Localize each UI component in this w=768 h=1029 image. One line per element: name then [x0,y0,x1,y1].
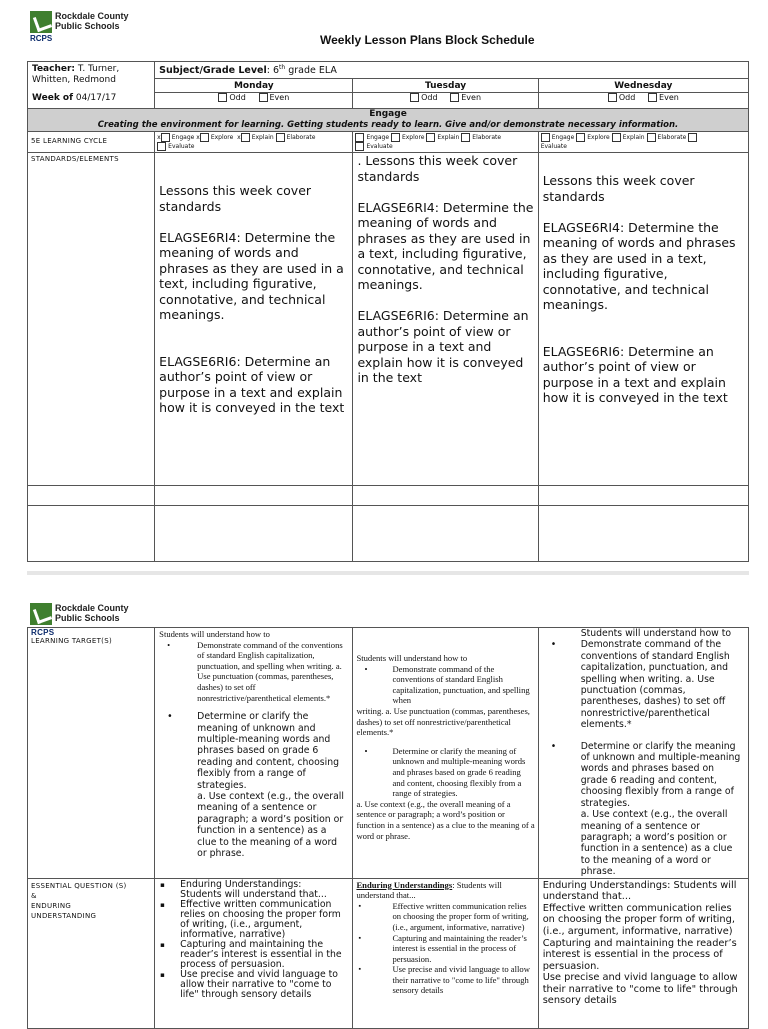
cycle-label: 5E LEARNING CYCLE [28,132,155,153]
eu-bullet-title: ▪ Enduring Understandings: Students will understand that... [158,880,349,900]
empty-cell [538,486,748,506]
day-header-tuesday: Tuesday [353,79,538,93]
elaborate-checkbox[interactable] [276,133,285,142]
subject-value-course: grade ELA [285,65,337,77]
extra-checkbox[interactable] [688,133,697,142]
standard-ri6: ELAGSE6RI6: Determine an author’s point of view or purpose in a text and explain how it is conveyed in the text [159,353,345,416]
engage-title: Engage [369,109,407,120]
cycle-tuesday: Engage Explore Explain Elaborate Evaluate [353,132,538,153]
engage-checkbox[interactable] [355,133,364,142]
lesson-plan-table-page1 [27,61,749,562]
targets-tuesday: Students will understand how to • Demonstrate command of the conventions of standard English capitalization, punctuation, and spelling when writing. a. Use punctuation (commas, parentheses, dashes) to set off nonrestrictive/parenthetical elements.* • Determine or clarify the meaning of unknown and multiple-meaning words and phrases based on grade 6 reading and content, choosing flexibly from a range of strategies. a. Use context (e.g., the overall meaning of a sentence or paragraph; a word’s position or function in a sentence) as a clue to the meaning of a word or phrase. [353,628,538,879]
standards-monday [155,153,353,486]
standards-intro: . Lessons this week cover standards [357,153,518,184]
lesson-plan-table-page2 [27,627,749,1029]
empty-cell [353,506,538,562]
school-logo [30,11,129,33]
school-abbr: RCPS [31,628,55,637]
cycle-wednesday: Engage Explore Explain Elaborate Evaluate [538,132,748,153]
explore-checkbox[interactable] [576,133,585,142]
eu-language: Use precise and vivid language to allow their narrative to "come to life" through sensory details [542,972,738,1007]
document-title: Weekly Lesson Plans Block Schedule [320,33,535,47]
eu-form: Effective written communication relies on choosing the proper form of writing, (i.e., argument, informative, narrative) [542,902,735,937]
even-checkbox[interactable] [648,93,657,102]
odd-even-monday: Odd Even [155,93,353,109]
odd-checkbox[interactable] [218,93,227,102]
elaborate-checkbox[interactable] [647,133,656,142]
standard-ri4: ELAGSE6RI4: Determine the meaning of words and phrases as they are used in a text, including figurative, connotative, and technical meanings. [357,199,534,293]
subject-cell: Subject/Grade Level: 6th grade ELA [155,62,749,79]
engage-checkbox[interactable] [161,133,170,142]
empty-cell [538,506,748,562]
empty-cell [28,486,155,506]
evaluate-checkbox[interactable] [157,142,166,151]
learning-target-label-cell [28,628,155,879]
teacher-name-2: Whitten, Redmond [32,75,116,85]
targets-intro: Students will understand how to [580,628,732,639]
essential-tuesday: Enduring Understandings: Students will understand that... ▪ Effective written communication relies on choosing the proper form of writing, (i.e., argument, informative, narrative) ▪ Capturing and maintaining the reader’s interest is essential in the process of persuasion. ▪ Use precise and vivid language to allow their narrative to "come to life" through sensory details [353,878,538,1028]
eu-bullet-interest: ▪ Capturing and maintaining the reader’s interest is essential in the process of persuasion. [158,940,349,970]
eu-interest: Capturing and maintaining the reader’s interest is essential in the process of persuasion. [542,937,737,972]
standard-ri4: ELAGSE6RI4: Determine the meaning of words and phrases as they are used in a text, including figurative, connotative, and technical meanings. [159,229,344,323]
standards-intro: Lessons this week cover standards [542,173,695,204]
targets-wednesday [538,628,748,879]
target-bullet-conventions: • Demonstrate command of the conventions of standard English capitalization, punctuation, and spelling when writing. a. Use punctuation (commas, parentheses, dashes) to set off nonrestrictive/parenthetical elements.* [159,640,348,704]
school-logo-icon [30,11,52,33]
day-header-monday: Monday [155,79,353,93]
even-checkbox[interactable] [259,93,268,102]
evaluate-checkbox[interactable] [355,142,364,151]
target-bullet-meaning: • Determine or clarify the meaning of unknown and multiple-meaning words and phrases based on grade 6 reading and content, choosing flexibly from a range of strategies. a. Use context (e.g., the overall meaning of a sentence or paragraph; a word’s position or function in a sentence) as a clue to the meaning of a word or phrase. [159,711,348,859]
targets-intro: Students will understand how to [356,653,468,663]
school-name-line2: Public Schools [55,613,120,623]
standard-ri4: ELAGSE6RI4: Determine the meaning of words and phrases as they are used in a text, including figurative, connotative, and technical meanings. [542,219,736,313]
empty-cell [353,486,538,506]
targets-monday [155,628,353,879]
school-abbr: RCPS [30,34,53,43]
elaborate-checkbox[interactable] [461,133,470,142]
target-bullet-meaning: • Determine or clarify the meaning of unknown and multiple-meaning words and phrases based on grade 6 reading and content, choosing flexibly from a range of strategies. [356,746,534,799]
engage-checkbox[interactable] [541,133,550,142]
eu-bullet-form: ▪ Effective written communication relies on choosing the proper form of writing, (i.e., argument, informative, narrative) [158,900,349,940]
odd-checkbox[interactable] [608,93,617,102]
school-name-line1: Rockdale County [55,603,129,613]
school-logo-icon [30,603,52,625]
odd-even-tuesday: Odd Even [353,93,538,109]
standards-wednesday [538,153,748,486]
eu-bullet-language: ▪ Use precise and vivid language to allow their narrative to "come to life" through sensory details [158,970,349,1000]
essential-wednesday [538,878,748,1028]
teacher-cell [28,62,155,109]
subject-label: Subject/Grade Level [159,65,267,77]
week-value: 04/17/17 [75,93,117,103]
week-label: Week of [32,93,74,103]
empty-cell [155,506,353,562]
cycle-monday: x Engage x Explore x Explain Elaborate Evaluate [155,132,353,153]
day-header-wednesday: Wednesday [538,79,748,93]
engage-banner [28,109,749,132]
learning-target-label: LEARNING TARGET(S) [31,637,112,645]
empty-cell [155,486,353,506]
standards-tuesday [353,153,538,486]
standard-ri6: ELAGSE6RI6: Determine an author’s point of view or purpose in a text and explain how it is conveyed in the text [357,308,529,386]
standard-ri6: ELAGSE6RI6: Determine an author’s point of view or purpose in a text and explain how it is conveyed in the text [542,343,728,406]
teacher-label: Teacher: [32,64,76,74]
target-bullet-meaning: • Determine or clarify the meaning of unknown and multiple-meaning words and phrases based on grade 6 reading and content, choosing flexibly from a range of strategies. a. Use context (e.g., the overall meaning of a sentence or paragraph; a word’s position or function in a sentence) as a clue to the meaning of a word or phrase. [543,741,744,878]
essential-monday [155,878,353,1028]
school-name-line2: Public Schools [55,21,120,31]
explain-checkbox[interactable] [426,133,435,142]
subject-value-grade: 6 [269,65,280,77]
essential-question-label: ESSENTIAL QUESTION (S) & ENDURING UNDERSTANDING [28,878,155,1028]
eu-bullet-form: ▪ Effective written communication relies on choosing the proper form of writing, (i.e., argument, informative, narrative) [356,901,534,933]
explain-checkbox[interactable] [241,133,250,142]
target-bullet-conventions: • Demonstrate command of the conventions of standard English capitalization, punctuation, and spelling when [356,664,534,706]
odd-checkbox[interactable] [410,93,419,102]
odd-even-wednesday: Odd Even [538,93,748,109]
explore-checkbox[interactable] [200,133,209,142]
engage-subtitle: Creating the environment for learning. Getting students ready to learn. Give and/or demonstrate necessary information. [97,120,679,131]
eu-intro: Enduring Understandings: Students will understand that... [542,879,737,903]
eu-bullet-language: ▪ Use precise and vivid language to allow their narrative to "come to life" through sensory details [356,964,534,996]
empty-cell [28,506,155,562]
eu-bullet-interest: ▪ Capturing and maintaining the reader’s interest is essential in the process of persuasion. [356,933,534,965]
target-bullet-conventions: • Demonstrate command of the conventions of standard English capitalization, punctuation, and spelling when writing. a. Use punctuation (commas, parentheses, dashes) to set off nonrestrictive/parenthetical elements.* [543,639,744,730]
teacher-name: T. Turner, [77,64,120,74]
school-name-line1: Rockdale County [55,11,129,21]
page-break [27,571,749,575]
eu-title: Enduring Understandings [356,879,453,890]
standards-intro: Lessons this week cover standards [159,183,312,214]
even-checkbox[interactable] [450,93,459,102]
standards-label: STANDARDS/ELEMENTS [28,153,155,486]
explore-checkbox[interactable] [391,133,400,142]
targets-intro: Students will understand how to [159,629,270,639]
explain-checkbox[interactable] [612,133,621,142]
school-logo [30,603,129,625]
